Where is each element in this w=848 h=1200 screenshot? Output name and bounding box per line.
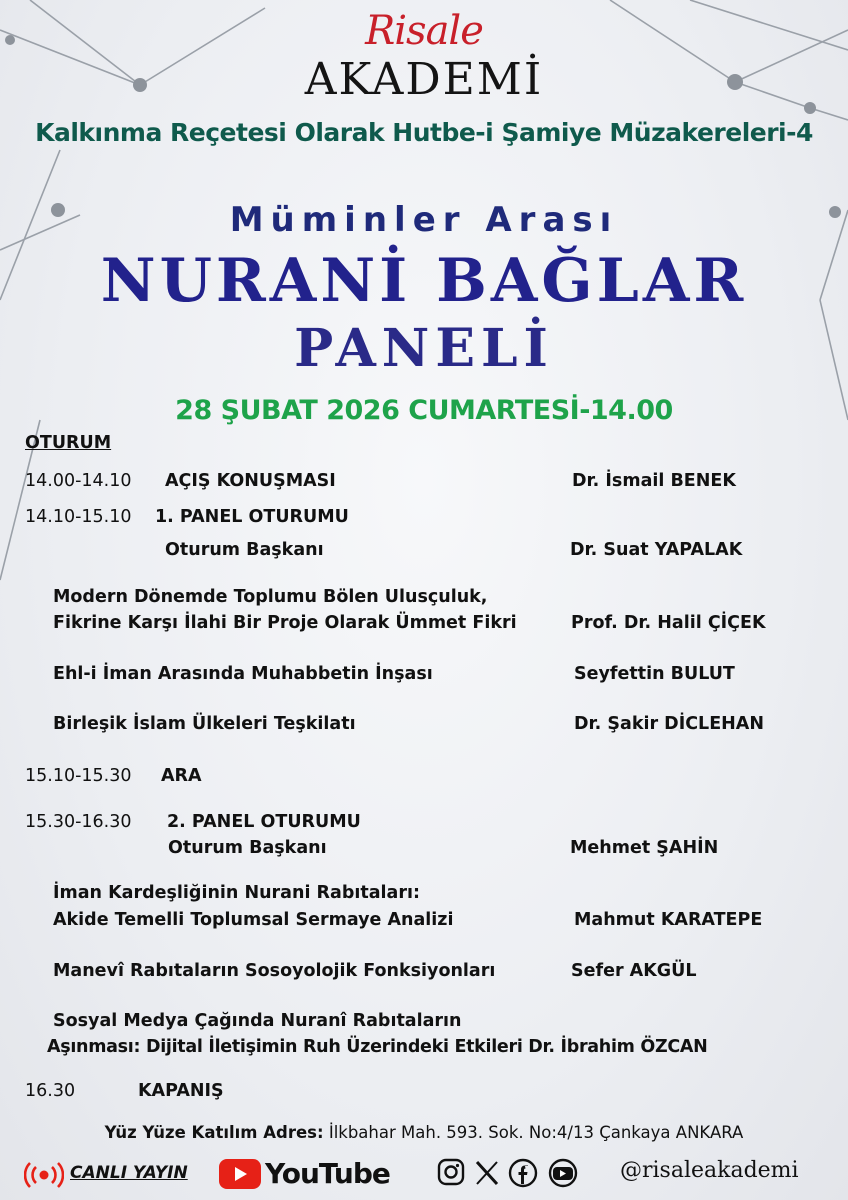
youtube-icon[interactable] — [550, 1160, 576, 1186]
x-icon[interactable] — [477, 1162, 497, 1184]
facebook-icon[interactable] — [510, 1160, 536, 1186]
youtube-label[interactable]: YouTube — [265, 1157, 390, 1190]
program-heading: OTURUM — [25, 433, 112, 453]
talk5-title: Manevî Rabıtaların Sosoyolojik Fonksiyonları — [53, 961, 496, 981]
talk3-speaker: Dr. Şakir DİCLEHAN — [574, 714, 764, 734]
talk4-title-line2: Akide Temelli Toplumsal Sermaye Analizi — [53, 910, 454, 930]
talk6-title-line2: Aşınması: Dijital İletişimin Ruh Üzerindeki Etkileri Dr. İbrahim ÖZCAN — [47, 1037, 708, 1057]
panel1-time: 14.10-15.10 — [25, 507, 132, 527]
panel2-label: 2. PANEL OTURUMU — [167, 812, 361, 832]
talk2-speaker: Seyfettin BULUT — [574, 664, 735, 684]
panel2-chair: Mehmet ŞAHİN — [570, 838, 719, 858]
logo-risale: Risale — [365, 8, 483, 54]
main-title-line2: PANELİ — [294, 318, 554, 379]
panel1-chair-label: Oturum Başkanı — [165, 540, 324, 560]
pre-title: Müminler Arası — [229, 200, 619, 240]
talk5-speaker: Sefer AKGÜL — [571, 961, 697, 981]
social-handle[interactable]: @risaleakademi — [620, 1158, 799, 1183]
panel2-time: 15.30-16.30 — [25, 812, 132, 832]
talk1-speaker: Prof. Dr. Halil ÇİÇEK — [571, 613, 766, 633]
closing-label: KAPANIŞ — [138, 1081, 224, 1101]
main-title-line1: NURANİ BAĞLAR — [100, 246, 748, 316]
address — [0, 1123, 848, 1142]
closing-time: 16.30 — [25, 1081, 76, 1101]
opening-time: 14.00-14.10 — [25, 471, 132, 491]
talk2-title: Ehl-i İman Arasında Muhabbetin İnşası — [53, 664, 433, 684]
talk4-title-line1: İman Kardeşliğinin Nurani Rabıtaları: — [53, 883, 420, 903]
talk1-title-line2: Fikrine Karşı İlahi Bir Proje Olarak Ümmet Fikri — [53, 613, 517, 633]
talk3-title: Birleşik İslam Ülkeleri Teşkilatı — [53, 714, 356, 734]
instagram-icon[interactable] — [439, 1160, 463, 1184]
event-date: 28 ŞUBAT 2026 CUMARTESİ-14.00 — [175, 395, 673, 426]
opening-label: AÇIŞ KONUŞMASI — [165, 471, 336, 491]
live-broadcast-icon — [24, 1160, 64, 1190]
youtube-logo-icon — [218, 1158, 262, 1190]
talk6-title-line1: Sosyal Medya Çağında Nuranî Rabıtaların — [53, 1011, 462, 1031]
social-icons — [436, 1157, 586, 1189]
address-value: İlkbahar Mah. 593. Sok. No:4/13 Çankaya ANKARA — [328, 1123, 744, 1142]
address-label: Yüz Yüze Katılım Adres: — [104, 1123, 324, 1142]
break-label: ARA — [161, 766, 202, 786]
logo-akademi: AKADEMİ — [304, 54, 544, 105]
talk4-speaker: Mahmut KARATEPE — [574, 910, 763, 930]
panel1-label: 1. PANEL OTURUMU — [155, 507, 349, 527]
panel2-chair-label: Oturum Başkanı — [168, 838, 327, 858]
opening-speaker: Dr. İsmail BENEK — [572, 471, 736, 491]
talk1-title-line1: Modern Dönemde Toplumu Bölen Ulusçuluk, — [53, 587, 488, 607]
live-broadcast-label[interactable]: CANLI YAYIN — [70, 1163, 188, 1183]
break-time: 15.10-15.30 — [25, 766, 132, 786]
panel1-chair: Dr. Suat YAPALAK — [570, 540, 743, 560]
series-title: Kalkınma Reçetesi Olarak Hutbe-i Şamiye Müzakereleri-4 — [35, 118, 813, 147]
